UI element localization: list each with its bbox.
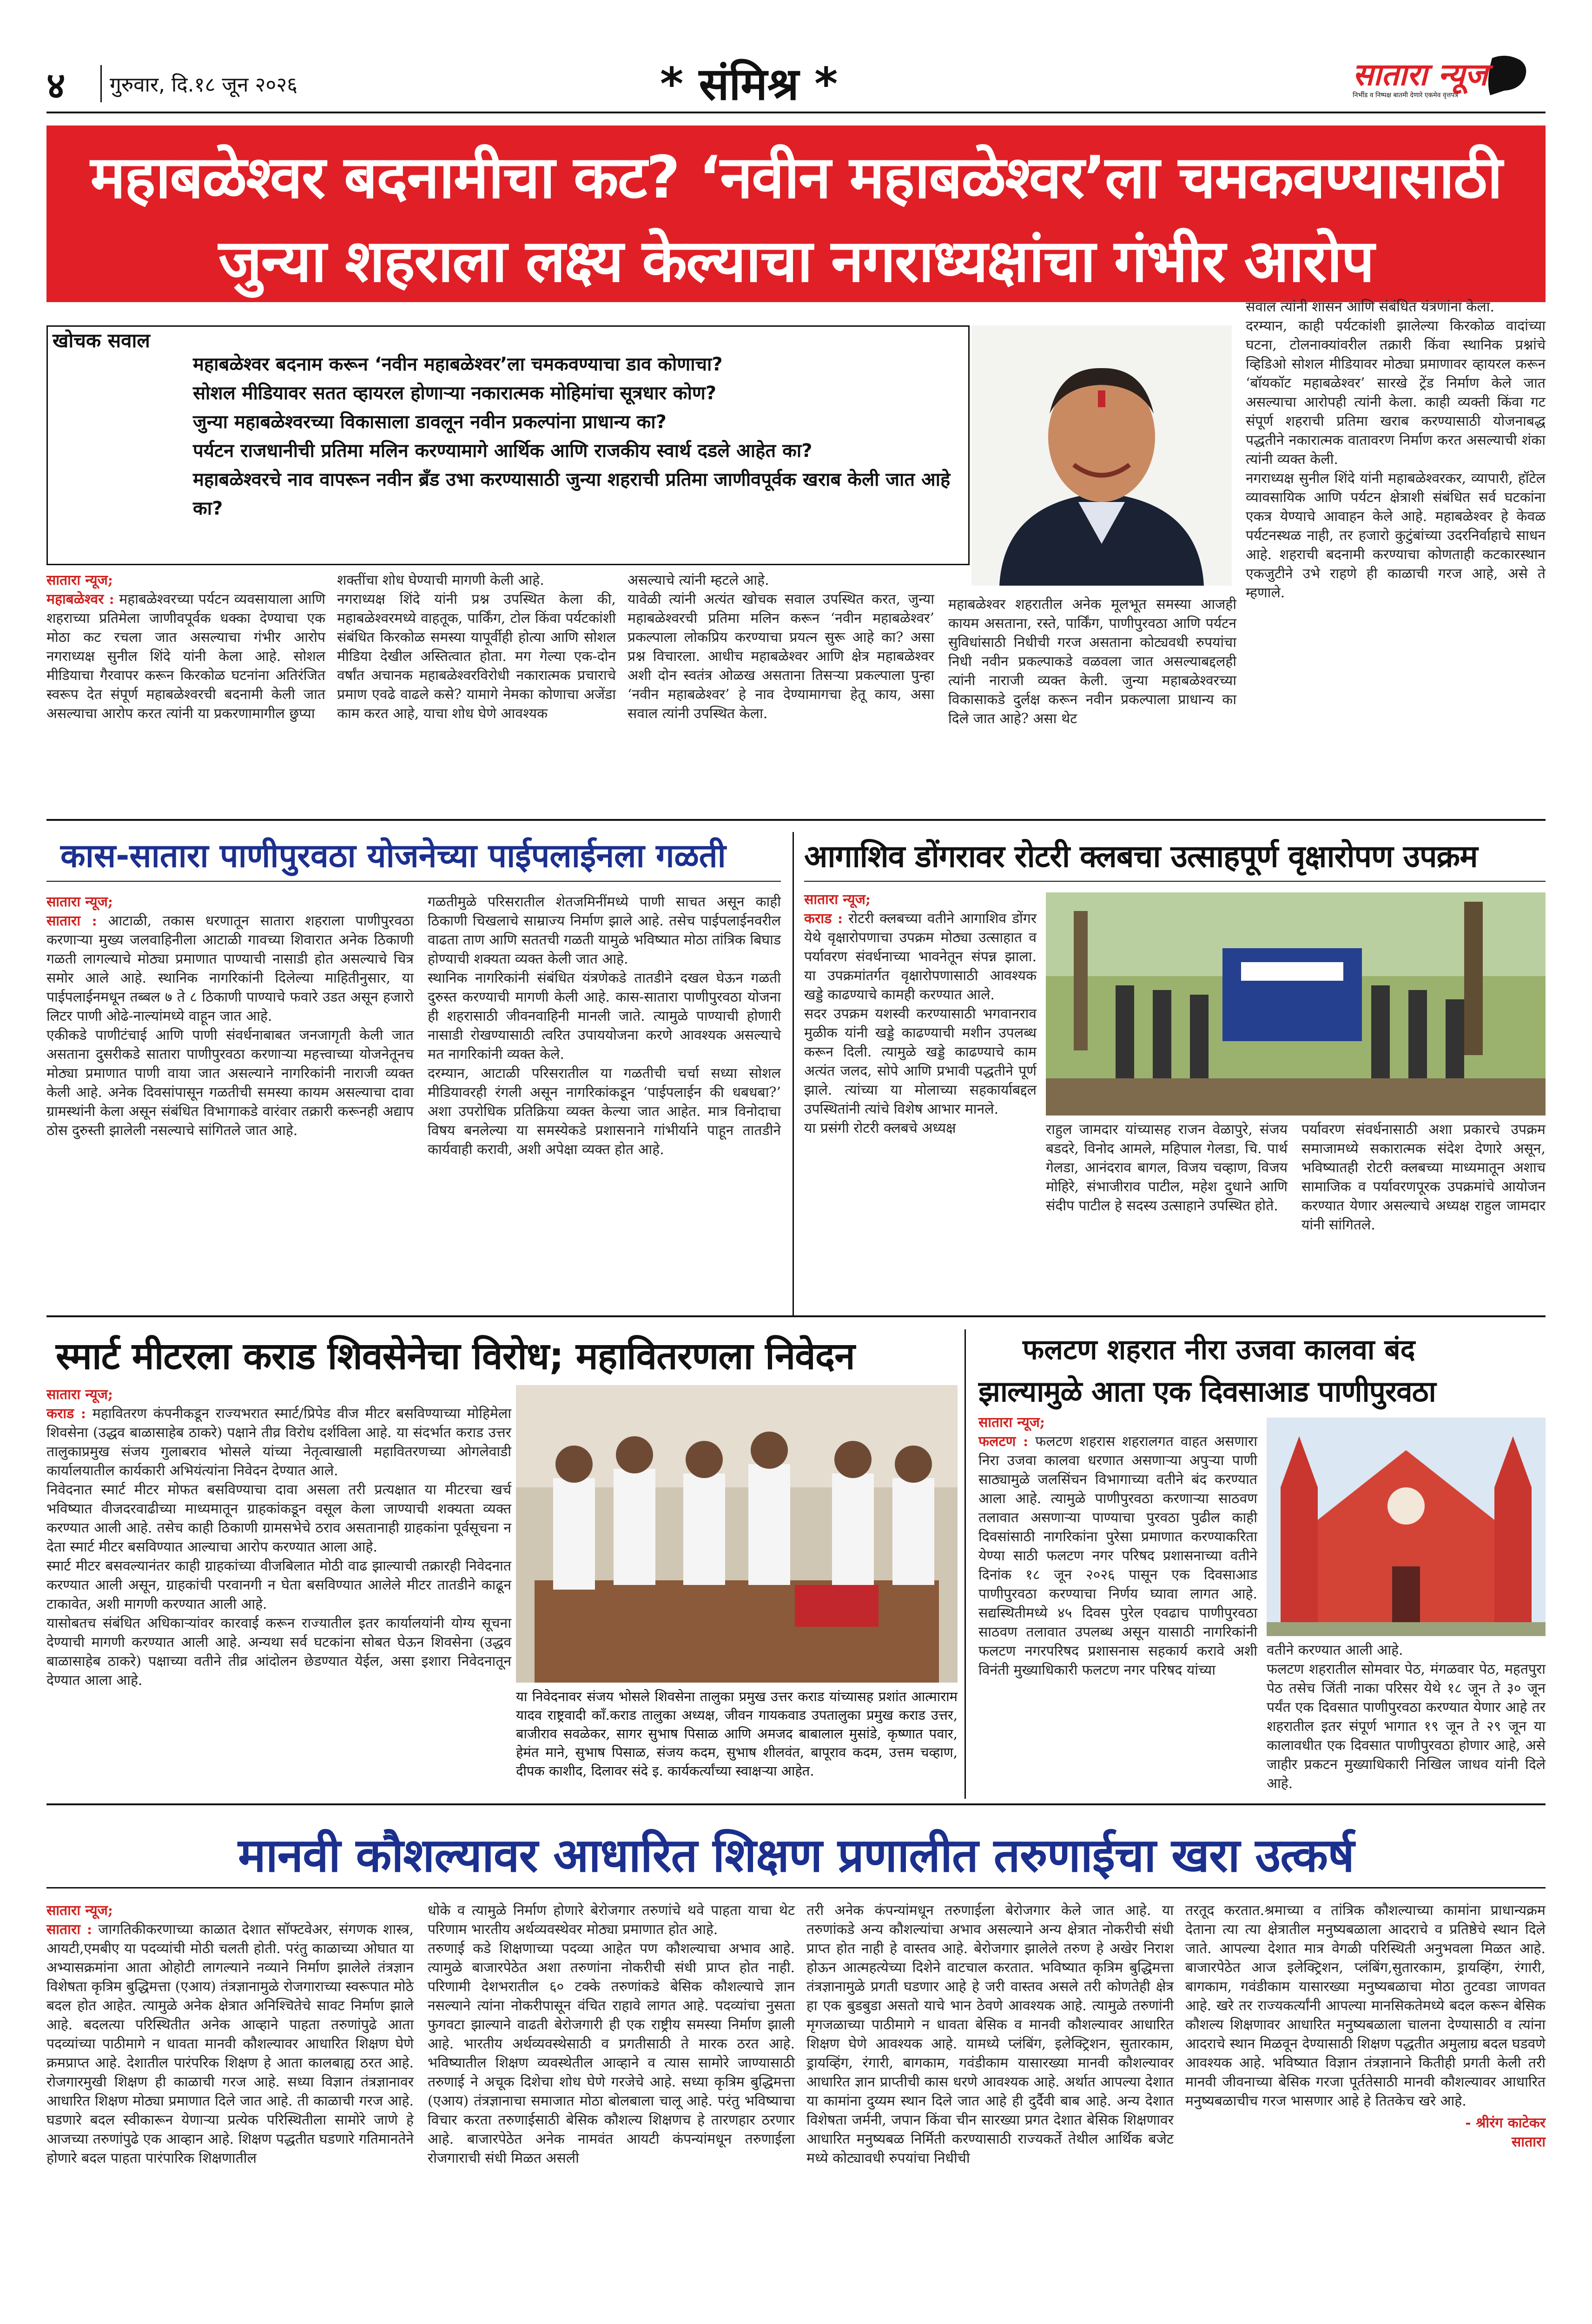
edu-author-place: सातारा [1512, 2134, 1546, 2150]
questions-box-title: खोचक सवाल [53, 329, 150, 352]
smart-text: महावितरण कंपनीकडून राज्यभरात स्मार्ट/प्रिपेड वीज मीटर बसविण्याच्या मोहिमेला शिवसेना (उद्धव बाळासाहेब ठाकरे) पक्षाने तीव्र विरोध दर्शविला आहे. या संदर्भात कराड उत्तर तालुकाप्रमुख संजय गुलाबराव भोसले यांच्या नेतृत्वाखाली महावितरणच्या ओगलेवाडी कार्यालयातील कार्यकारी अभियंत्यांना निवेदन देण्यात आले. निवेदनात स्मार्ट मीटर मोफत बसविण्याचा दावा असला तरी प्रत्यक्षात या मीटरचा खर्च भविष्यात वीजदरवाढीच्या माध्यमातून ग्राहकांकडून वसूल केला जाण्याची शक्यता व्यक्त करण्यात आली आहे. तसेच काही ठिकाणी ग्रामसभेचे ठराव असतानाही ग्राहकांना पूर्वसूचना न देता स्मार्ट मीटर बसविण्यात आल्याचा आरोप करण्यात आला आहे. स्मार्ट मीटर बसवल्यानंतर काही ग्राहकांच्या वीजबिलात मोठी वाढ झाल्याची तक्रारही निवेदनात करण्यात आली असून, ग्राहकांची परवानगी न घेता बसविण्यात आलेले मीटर तातडीने काढून टाकावेत, अशी मागणी करण्यात आली आहे. यासोबतच संबंधित अधिकाऱ्यांवर कारवाई करून राज्यातील इतर कार्यालयांनी योग्य सूचना देण्याची मागणी करण्यात आली आहे. अन्यथा सर्व घटकांना सोबत घेऊन शिवसेना (उद्धव बाळासाहेब ठाकरे) पक्षाच्या वतीने तीव्र आंदोलन छेडण्यात येईल, असा इशारा निवेदनातून देण्यात आला आहे. [46, 1406, 511, 1689]
phaltan-headline-line2: झाल्यामुळे आता एक दिवसाआड पाणीपुरवठा [978, 1374, 1436, 1408]
rotary-dateline: कराड : [804, 911, 843, 927]
smart-body [46, 1385, 511, 1690]
phaltan-dateline: फलटण : [978, 1433, 1029, 1450]
lead-headline-line1: महाबळेश्वर बदनामीचा कट? ‘नवीन महाबळेश्वर’ला चमकवण्यासाठी [90, 143, 1502, 211]
lead-byline: सातारा न्यूज; [46, 572, 113, 588]
lead-headline-banner [46, 125, 1546, 302]
paper-logo [1339, 49, 1548, 105]
rotary-column-1 [804, 890, 1037, 1138]
rotary-headline: आगाशिव डोंगरावर रोटरी क्लबचा उत्साहपूर्ण वृक्षारोपण उपक्रम [804, 838, 1478, 874]
lead-text-2: शक्तींचा शोध घेण्याची मागणी केली आहे. नगराध्यक्ष शिंदे यांनी प्रश्न उपस्थित केला की, महाबळेश्वरमध्ये वाहतूक, पार्किंग, टोल किंवा पर्यटकांशी संबंधित किरकोळ समस्या यापूर्वीही होत्या आणि सोशल मीडिया देखील अस्तित्वात होता. मग गेल्या एक-दोन वर्षांत अचानक महाबळेश्वरविरोधी नकारात्मक प्रचाराचे प्रमाण एवढे वाढले कसे? यामागे नेमका कोणाचा अजेंडा काम करत आहे, याचा शोध घेणे आवश्यक [337, 572, 616, 722]
paper-tagline: निर्भीड व निष्पक्ष बातमी देणारे एकमेव वृत्तपत्र [1353, 92, 1459, 99]
edu-text-2: धोके व त्यामुळे निर्माण होणारे बेरोजगार तरुणांचे थवे पाहता याचा थेट परिणाम भारतीय अर्थव्यवस्थेवर मोठ्या प्रमाणात होत आहे. तरुणाई कडे शिक्षणाच्या पदव्या आहेत पण कौशल्याचा अभाव आहे. त्यामुळे बाजारपेठेत अशा तरुणांना नोकरीची संधी प्राप्त होत नाही. परिणामी देशभरातील ६० टक्के तरुणांकडे बेसिक कौशल्याचे ज्ञान नसल्याने त्यांना नोकरीपासून वंचित राहावे लागत आहे. पदव्यांचा नुसता फुगवटा झाल्याने वाढती बेरोजगारी ही एक राष्ट्रीय समस्या निर्माण झाली आहे. भारतीय अर्थव्यवस्थेसाठी व प्रगतीसाठी ते मारक ठरत आहे. भविष्यातील शिक्षण व्यवस्थेतील आव्हाने व त्यास सामोरे जाण्यासाठी तरुणाई ने अचूक दिशेचा शोध घेणे गरजेचे आहे. सध्या कृत्रिम बुद्धिमत्ता (एआय) तंत्रज्ञानाचा समाजात मोठा बोलबाला चालू आहे. परंतु भविष्याचा विचार करता तरुणाईसाठी बेसिक कौशल्य शिक्षणच हे तारणहार ठरणार आहे. बाजारपेठेत अनेक नामवंत आयटी कंपन्यांमधून तरुणाईला रोजगाराची संधी मिळत असली [428, 1902, 795, 2166]
question-item: पर्यटन राजधानीची प्रतिमा मलिन करण्यामागे आर्थिक आणि राजकीय स्वार्थ दडले आहेत का? [193, 440, 813, 462]
edu-byline: सातारा न्यूज; [46, 1902, 113, 1919]
phaltan-column-1 [978, 1413, 1257, 1680]
kas-headline: कास-सातारा पाणीपुरवठा योजनेच्या पाईपलाईनला गळती [60, 837, 726, 875]
lead-text-3: असल्याचे त्यांनी म्हटले आहे. यावेळी त्यांनी अत्यंत खोचक सवाल उपस्थित करत, जुन्या महाबळेश्वरची प्रतिमा मलिन करून ‘नवीन महाबळेश्वर’ प्रकल्पाला लोकप्रिय करण्याचा प्रयत्न सुरू आहे का? असा प्रश्न विचारला. आधीच महाबळेश्वर आणि क्षेत्र महाबळेश्वर अशी दोन स्वतंत्र ओळख असताना तिसऱ्या प्रकल्पाला पुन्हा ‘नवीन महाबळेश्वर’ हे नाव देण्यामागचा हेतू काय, असा सवाल त्यांनी उपस्थित केला. [628, 572, 934, 722]
edu-text-4: तरतूद करतात.श्रमाच्या व तांत्रिक कौशल्याच्या कामांना प्राधान्यक्रम देताना त्या त्या क्षेत्रातील मनुष्यबळाला आदराचे व प्रतिष्ठेचे स्थान दिले जाते. आपल्या देशात मात्र वेगळी परिस्थिती अनुभवला मिळत आहे. बाजारपेठेत आज इलेक्ट्रिशन, प्लंबिंग,सुतारकाम, ड्रायव्हिंग, रंगारी, बागकाम, गवंडीकाम यासारख्या मनुष्यबळाचा मोठा तुटवडा जाणवत आहे. खरे तर राज्यकर्त्यांनी आपल्या मानसिकतेमध्ये बदल करून बेसिक कौशल्य शिक्षणावर आधारित मनुष्यबळाला चालना देण्यासाठी व त्यांना आदराचे स्थान मिळवून देण्यासाठी शिक्षण पद्धतीत अमुलाग्र बदल घडवणे आवश्यक आहे. भविष्यात विज्ञान तंत्रज्ञानाने कितीही प्रगती केली तरी मानवी जीवनाच्या बेसिक गरजा पूर्ततेसाठी मानवी कौशल्यावर आधारित मनुष्यबळाचीच गरज भासणार आहे हे तितकेच खरे आहे. [1185, 1902, 1546, 2109]
issue-date: गुरुवार, दि.१८ जून २०२६ [110, 73, 297, 97]
phaltan-column-2 [1267, 1641, 1546, 1793]
smart-byline: सातारा न्यूज; [46, 1386, 113, 1403]
smart-meter-meeting-photo [516, 1385, 958, 1683]
lead-dateline: महाबळेश्वर : [46, 591, 114, 607]
question-item: महाबळेश्वर बदनाम करून ‘नवीन महाबळेश्वर’ला चमकवण्याचा डाव कोणाचा? [193, 354, 723, 375]
rotary-text-3: पर्यावरण संवर्धनासाठी अशा प्रकारचे उपक्रम समाजामध्ये सकारात्मक संदेश देणारे असून, भविष्यातही रोटरी क्लबच्या माध्यमातून अशाच सामाजिक व पर्यावरणपूरक उपक्रमांचे आयोजन करण्यात येणार असल्याचे अध्यक्ष राहुल जामदार यांनी सांगितले. [1301, 1122, 1546, 1233]
paper-name: सातारा न्यूज [1353, 57, 1488, 92]
edu-author: - श्रीरंग काटेकर [1465, 2115, 1546, 2131]
question-item: जुन्या महाबळेश्वरच्या विकासाला डावलून नवीन प्रकल्पांना प्राधान्य का? [193, 411, 667, 433]
kas-byline: सातारा न्यूज; [46, 894, 113, 910]
edu-text-1: जागतिकीकरणाच्या काळात देशात सॉफ्टवेअर, संगणक शास्त्र, आयटी,एमबीए या पदव्यांची मोठी चलती होती. परंतु काळाच्या ओघात या अभ्यासक्रमांना आता ओहोटी लागल्याने नव्याने निर्माण झालेले तंत्रज्ञान विशेषता कृत्रिम बुद्धिमत्ता (एआय) तंत्रज्ञानामुळे रोजगाराच्या स्वरूपात मोठे बदल होत आहेत. त्यामुळे अनेक क्षेत्रात अनिश्चितेचे सावट निर्माण झाले आहे. बदलत्या परिस्थितीत अनेक आव्हाने पाहता तरुणांपुढे आता पदव्यांच्या पाठीमागे न धावता मानवी कौशल्यावर आधारित शिक्षण घेणे क्रमप्राप्त आहे. देशातील पारंपरिक शिक्षण हे आता कालबाह्य ठरत आहे. रोजगारमुखी शिक्षण ही काळाची गरज आहे. सध्या विज्ञान तंत्रज्ञानावर आधारित शिक्षण मोठ्या प्रमाणात दिले जात आहे. ती काळाची गरज आहे. घडणारे बदल स्वीकारून येणाऱ्या प्रत्येक परिस्थितीला सामोरे जाणे हे आजच्या तरुणांपुढे एक आव्हान आहे. शिक्षण पद्धतीत घडणारे गतिमानतेने होणारे बदल पाहता पारंपारिक शिक्षणातील [46, 1921, 414, 2166]
rotary-text-1: रोटरी क्लबच्या वतीने आगाशिव डोंगर येथे वृक्षारोपणाचा उपक्रम मोठ्या उत्साहात व पर्यावरण संवर्धनाच्या भावनेतून संपन्न झाला. या उपक्रमांतर्गत वृक्षारोपणासाठी आवश्यक खड्डे काढण्याचे कामही करण्यात आले. सदर उपक्रम यशस्वी करण्यासाठी भगवानराव मुळीक यांनी खड्डे काढण्याची मशीन उपलब्ध करून दिली. त्यामुळे खड्डे काढण्याचे काम अत्यंत जलद, सोपे आणि प्रभावी पद्धतीने पूर्ण झाले. त्यांच्या या मोलाच्या सहकार्याबद्दल उपस्थितांनी त्यांचे विशेष आभार मानले. या प्रसंगी रोटरी क्लबचे अध्यक्ष [804, 911, 1037, 1136]
phaltan-byline: सातारा न्यूज; [978, 1414, 1045, 1431]
edu-column-3 [806, 1901, 1174, 2168]
phaltan-text-1: फलटण शहरास शहरालगत वाहत असणारा निरा उजवा कालवा धरणात असणाऱ्या अपुऱ्या पाणी साठ्यामुळे जलसिंचन विभागाच्या वतीने बंद करण्यात आला आहे. त्यामुळे पाणीपुरवठा करणाऱ्या साठवण तलावात असणाऱ्या पाण्याचा पुरवठा पुढील काही दिवसांसाठी नागरिकांना पुरेसा प्रमाणात करण्याकरिता येण्या साठी फलटण नगर परिषद प्रशासनाच्या वतीने दिनांक १८ जून २०२६ पासून एक दिवसाआड पाणीपुरवठा करण्याचा निर्णय घ्यावा लागत आहे. सद्यस्थितीमध्ये ४५ दिवस पुरेल एवढाच पाणीपुरवठा साठवण तलावात उपलब्ध असून यासाठी नागरिकांनी फलटण नगरपरिषद प्रशासनास सहकार्य करावे अशी विनंती मुख्याधिकारी फलटण नगर परिषद यांच्या [978, 1433, 1257, 1678]
edu-headline: मानवी कौशल्यावर आधारित शिक्षण प्रणालीत तरुणाईचा खरा उत्कर्ष [238, 1828, 1354, 1882]
edu-column-2 [428, 1901, 795, 2168]
phaltan-headline-line1: फलटण शहरात नीरा उजवा कालवा बंद [1023, 1334, 1415, 1366]
questions-box [46, 325, 970, 565]
smart-headline: स्मार्ट मीटरला कराड शिवसेनेचा विरोध; महावितरणला निवेदन [56, 1334, 855, 1378]
kas-text-1: आटाळी, तकास धरणातून सातारा शहराला पाणीपुरवठा करणाऱ्या मुख्य जलवाहिनीला आटाळी गावच्या शिवारात अनेक ठिकाणी गळती लागल्याचे मोठ्या प्रमाणात पाण्याची नासाडी होत असल्याचे चित्र समोर आले आहे. स्थानिक नागरिकांनी दिलेल्या माहितीनुसार, या पाईपलाईनमधून तब्बल ७ ते ८ ठिकाणी पाण्याचे फवारे उडत असून हजारो लिटर पाणी ओढे-नाल्यांमध्ये वाहून जात आहे. एकीकडे पाणीटंचाई आणि पाणी संवर्धनाबाबत जनजागृती केली जात असताना दुसरीकडे सातारा पाणीपुरवठा करणाऱ्या महत्त्वाच्या योजनेतूनच मोठ्या प्रमाणात पाणी वाया जात असल्याने नागरिकांनी नाराजी व्यक्त केली आहे. अनेक दिवसांपासून गळतीची समस्या कायम असल्याचा दावा ग्रामस्थांनी केला असून संबंधित विभागाकडे वारंवार तक्रारी करूनही अद्याप ठोस दुरुस्ती झालेली नसल्याचे सांगितले जात आहे. [46, 913, 414, 1139]
lead-column-4 [948, 595, 1236, 728]
smart-dateline: कराड : [46, 1406, 86, 1422]
edu-text-3: तरी अनेक कंपन्यांमधून तरुणाईला बेरोजगार केले जात आहे. या तरुणांकडे अन्य कौशल्यांचा अभाव असल्याने अन्य क्षेत्रात नोकरीची संधी प्राप्त होत नाही हे वास्तव आहे. बेरोजगार झालेले तरुण हे अखेर निराश होऊन आत्महत्येच्या दिशेने वाटचाल करतात. भविष्यात कृत्रिम बुद्धिमत्ता तंत्रज्ञानामुळे प्रगती घडणार आहे हे जरी वास्तव असले तरी कोणतेही क्षेत्र हा एक बुडबुडा असतो याचे भान ठेवणे आवश्यक आहे. त्यामुळे तरुणांनी मृगजळाच्या पाठीमागे न धावता बेसिक व मानवी कौशल्यावर आधारित शिक्षण घेणे आवश्यक आहे. यामध्ये प्लंबिंग, इलेक्ट्रिशन, सुतारकाम, ड्रायव्हिंग, रंगारी, बागकाम, गवंडीकाम यासारख्या मानवी कौशल्यावर आधारित ज्ञान प्राप्तीची कास धरणे आवश्यक आहे. अर्थात आपल्या देशात या कामांना दुय्यम स्थान दिले जात आहे ही दुर्दैवी बाब आहे. अन्य देशात विशेषता जर्मनी, जपान किंवा चीन सारख्या प्रगत देशात बेसिक शिक्षणावर आधारित मनुष्यबळ निर्मिती करण्यासाठी राज्यकर्ते तेथील आर्थिक बजेट मध्ये कोट्यावधी रुपयांचा निधीची [806, 1902, 1174, 2166]
lead-text-4: महाबळेश्वर शहरातील अनेक मूलभूत समस्या आजही कायम असताना, रस्ते, पार्किंग, पाणीपुरवठा आणि पर्यटन सुविधांसाठी निधीची गरज असताना कोट्यवधी रुपयांचा निधी नवीन प्रकल्पाकडे वळवला जात असल्याबद्दलही त्यांनी नाराजी व्यक्त केली. जुन्या महाबळेश्वरच्या विकासाकडे दुर्लक्ष करून नवीन प्रकल्पाला प्राधान्य का दिले जात आहे? असा थेट [948, 596, 1236, 727]
phaltan-text-2: वतीने करण्यात आली आहे. फलटण शहरातील सोमवार पेठ, मंगळवार पेठ, महतपुरा पेठ तसेच जिंती नाका परिसर येथे १८ जून ते ३० जून पर्यंत एक दिवसात पाणीपुरवठा करण्यात येणार आहे तर शहरातील इतर संपूर्ण भागात १९ जून ते २९ जून या कालावधीत एक दिवसात पाणीपुरवठा होणार आहे, असे जाहीर प्रकटन मुख्याधिकारी निखिल जाधव यांनी दिले आहे. [1267, 1642, 1546, 1792]
lead-column-1 [46, 571, 325, 723]
lead-column-2 [337, 571, 616, 723]
edu-column-4 [1185, 1901, 1546, 2152]
nagaradhyaksha-photo [971, 325, 1232, 586]
lead-text-5: सवाल त्यांनी शासन आणि संबंधित यंत्रणांना केला. दरम्यान, काही पर्यटकांशी झालेल्या किरकोळ वादांच्या घटना, टोलनाक्यांवरील तक्रारी किंवा स्थानिक प्रश्नांचे व्हिडिओ सोशल मीडियावर मोठ्या प्रमाणावर व्हायरल करून ‘बॉयकॉट महाबळेश्वर’ सारखे ट्रेंड निर्माण केले जात असल्याचा आरोपही त्यांनी केला. काही व्यक्ती किंवा गट संपूर्ण शहराची प्रतिमा खराब करण्यासाठी योजनाबद्ध पद्धतीने नकारात्मक वातावरण निर्माण करत असल्याची शंका त्यांनी व्यक्त केली. नगराध्यक्ष सुनील शिंदे यांनी महाबळेश्वरकर, व्यापारी, हॉटेल व्यावसायिक आणि पर्यटन क्षेत्राशी संबंधित सर्व घटकांना एकत्र येण्याचे आवाहन केले आहे. महाबळेश्वर हे केवळ पर्यटनस्थळ नाही, तर हजारो कुटुंबांच्या उदरनिर्वाहाचे साधन आहे. शहराची बदनामी करण्याचा कोणताही कटकारस्थान एकजुटीने उभे राहणे ही काळाची गरज आहे, असे ते म्हणाले. [1246, 299, 1546, 601]
page-number: ४ [46, 65, 66, 107]
question-item: सोशल मीडियावर सतत व्हायरल होणाऱ्या नकारात्मक मोहिमांचा सूत्रधार कोण? [193, 383, 717, 404]
question-item: महाबळेश्वरचे नाव वापरून नवीन ब्रँड उभा करण्यासाठी जुन्या शहराची प्रतिमा जाणीवपूर्वक खराब केली जात आहे का? [193, 469, 951, 519]
rotary-column-2 [1046, 1120, 1288, 1215]
section-title: * संमिश्र * [660, 58, 838, 110]
smart-photo-caption: या निवेदनावर संजय भोसले शिवसेना तालुका प्रमुख उत्तर कराड यांच्यासह प्रशांत आत्माराम यादव राष्ट्रवादी कॉं.कराड तालुका अध्यक्ष, जीवन गायकवाड उपतालुका प्रमुख कराड उत्तर, बाजीराव सवळेकर, सागर सुभाष पिसाळ आणि अमजद बाबालाल मुसांडे, कृष्णात पवार, हेमंत माने, सुभाष पिसाळ, संजय कदम, सुभाष शीलवंत, बापूराव कदम, उत्तम चव्हाण, दीपक काशीद, दिलावर संदे इ. कार्यकर्त्यांच्या स्वाक्षऱ्या आहेत. [516, 1689, 958, 1779]
rotary-text-2: राहुल जामदार यांच्यासह राजन वेळापुरे, संजय बडदरे, विनोद आमले, महिपाल गेलडा, चि. पार्थ गेलडा, आनंदराव बागल, विजय चव्हाण, विजय मोहिरे, संभाजीराव पाटील, महेश दुधाने आणि संदीप पाटील हे सदस्य उत्साहाने उपस्थित होते. [1046, 1122, 1288, 1214]
phaltan-church-photo [1267, 1418, 1546, 1636]
kas-column-2 [428, 892, 781, 1159]
rotary-byline: सातारा न्यूज; [804, 891, 871, 908]
lead-column-5 [1246, 297, 1546, 602]
rotary-plantation-photo [1046, 892, 1546, 1116]
edu-column-1 [46, 1901, 414, 2168]
lead-column-3 [628, 571, 934, 723]
lead-headline-line2: जुन्या शहराला लक्ष्य केल्याचा नगराध्यक्षांचा गंभीर आरोप [218, 227, 1374, 295]
kas-text-2: गळतीमुळे परिसरातील शेतजमिनींमध्ये पाणी साचत असून काही ठिकाणी चिखलाचे साम्राज्य निर्माण झाले आहे. तसेच पाईपलाईनवरील वाढता ताण आणि सततची गळती यामुळे भविष्यात मोठा तांत्रिक बिघाड होण्याची शक्यता व्यक्त केली जात आहे. स्थानिक नागरिकांनी संबंधित यंत्रणेकडे तातडीने दखल घेऊन गळती दुरुस्त करण्याची मागणी केली आहे. कास-सातारा पाणीपुरवठा योजना ही शहरासाठी जीवनवाहिनी मानली जाते. त्यामुळे पाण्याची होणारी नासाडी रोखण्यासाठी त्वरित उपाययोजना करणे आवश्यक असल्याचे मत नागरिकांनी व्यक्त केले. दरम्यान, आटाळी परिसरातील या गळतीची चर्चा सध्या सोशल मीडियावरही रंगली असून नागरिकांकडून ‘पाईपलाईन की धबधबा?’ अशा उपरोधिक प्रतिक्रिया व्यक्त केल्या जात आहेत. मात्र विनोदाचा विषय बनलेल्या या समस्येकडे प्रशासनाने गांभीर्याने पाहून तातडीने कार्यवाही करावी, अशी अपेक्षा व्यक्त होत आहे. [428, 894, 781, 1158]
kas-dateline: सातारा : [46, 913, 97, 929]
lead-text-1: महाबळेश्वरच्या पर्यटन व्यवसायाला आणि शहराच्या प्रतिमेला जाणीवपूर्वक धक्का देण्याचा एक मोठा कट रचला जात असल्याचा गंभीर आरोप नगराध्यक्ष सुनील शिंदे यांनी केला आहे. सोशल मीडियाचा गैरवापर करून किरकोळ घटनांना अतिरंजित स्वरूप देत संपूर्ण महाबळेश्वरची बदनामी केली जात असल्याचा आरोप करत त्यांनी या प्रकरणामागील छुप्या [46, 591, 325, 722]
rotary-column-3 [1301, 1120, 1546, 1235]
edu-dateline: सातारा : [46, 1921, 92, 1938]
kas-column-1 [46, 892, 414, 1140]
